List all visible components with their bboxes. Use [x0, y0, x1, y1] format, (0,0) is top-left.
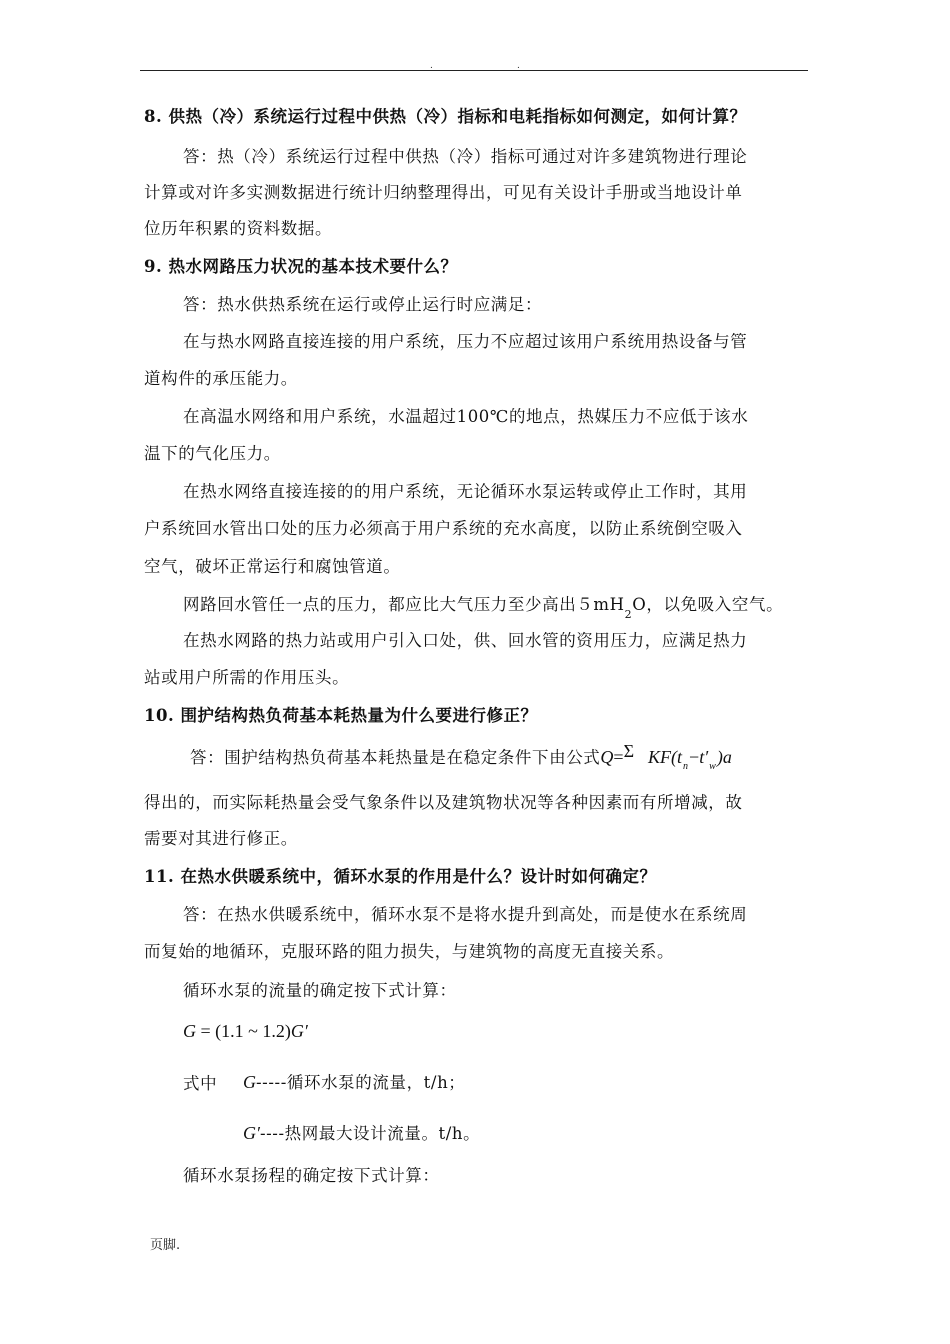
formula-tprime: t′ [699, 747, 709, 767]
q9-item5-line-1: 在热水网路的热力站或用户引入口处，供、回水管的资用压力，应满足热力 [183, 631, 748, 650]
q8-answer-line-1: 答：热（冷）系统运行过程中供热（冷）指标可通过对许多建筑物进行理论 [183, 147, 748, 166]
formula-sub-w: w [709, 761, 716, 772]
q11-flow-intro: 循环水泵的流量的确定按下式计算： [183, 981, 457, 1000]
q10-formula [600, 741, 732, 772]
q11-flow-formula [183, 1020, 308, 1043]
q9-item4-before: 网路回水管任一点的压力，都应比大气压力至少高出５mH [183, 595, 625, 614]
def2-text: ----热网最大设计流量。t/h。 [259, 1124, 481, 1143]
q11-def2 [243, 1122, 480, 1145]
def2-symbol: G′ [243, 1123, 260, 1143]
q11-def1 [243, 1071, 465, 1094]
q11-where-label: 式中 [183, 1074, 218, 1093]
flow-formula-eq: = [196, 1021, 216, 1041]
formula-sigma: Σ [623, 741, 635, 761]
formula-sub-n: n [683, 761, 689, 772]
q11-answer-line-2: 而复始的地循环，克服环路的阻力损失，与建筑物的高度无直接关系。 [144, 942, 675, 961]
question-8-title: 8. 供热（冷）系统运行过程中供热（冷）指标和电耗指标如何测定，如何计算？ [144, 107, 747, 126]
q9-answer-intro: 答：热水供热系统在运行或停止运行时应满足： [183, 295, 543, 314]
q11-head-intro: 循环水泵扬程的确定按下式计算： [183, 1166, 440, 1185]
formula-tail: )a [716, 747, 732, 767]
q9-item2-line-1: 在高温水网络和用户系统，水温超过100℃的地点，热媒压力不应低于该水 [183, 407, 749, 426]
formula-eq: = [613, 747, 624, 767]
q9-item4-subscript: 2 [624, 608, 633, 621]
q9-item4-line [183, 594, 784, 621]
q10-answer-line-1 [190, 741, 732, 772]
header-dot-right: . [517, 61, 520, 71]
flow-formula-coef: (1.1 ~ 1.2) [215, 1021, 291, 1041]
q9-item3-line-1: 在热水网络直接连接的的用户系统，无论循环水泵运转或停止工作时，其用 [183, 482, 748, 501]
q9-item1-line-1: 在与热水网路直接连接的用户系统，压力不应超过该用户系统用热设备与管 [183, 332, 748, 351]
q11-answer-line-1: 答：在热水供暖系统中，循环水泵不是将水提升到高处，而是使水在系统周 [183, 905, 748, 924]
formula-body: KF(t [648, 747, 683, 767]
q9-item4-after: O，以免吸入空气。 [632, 595, 784, 614]
formula-lhs: Q [600, 747, 614, 767]
flow-formula-lhs: G [183, 1021, 196, 1041]
q10-answer-line-3: 需要对其进行修正。 [144, 829, 298, 848]
q8-answer-line-3: 位历年积累的资料数据。 [144, 219, 333, 238]
q9-item2-line-2: 温下的气化压力。 [144, 444, 281, 463]
q9-item1-line-2: 道构件的承压能力。 [144, 369, 298, 388]
page-footer: 页脚. [150, 1238, 181, 1253]
def1-text: -----循环水泵的流量，t/h； [256, 1073, 466, 1092]
q9-item3-line-3: 空气，破坏正常运行和腐蚀管道。 [144, 557, 401, 576]
q10-answer-lead: 答：围护结构热负荷基本耗热量是在稳定条件下由公式 [190, 748, 601, 767]
formula-minus: − [689, 747, 700, 767]
question-9-title: 9. 热水网路压力状况的基本技术要什么？ [144, 257, 458, 276]
header-dot-left: . [430, 61, 433, 71]
header-rule [140, 70, 808, 71]
def1-symbol: G [243, 1072, 256, 1092]
q9-item3-line-2: 户系统回水管出口处的压力必须高于用户系统的充水高度，以防止系统倒空吸入 [144, 519, 743, 538]
q8-answer-line-2: 计算或对许多实测数据进行统计归纳整理得出，可见有关设计手册或当地设计单 [144, 183, 743, 202]
question-11-title: 11. 在热水供暖系统中，循环水泵的作用是什么？设计时如何确定？ [144, 867, 657, 886]
question-10-title: 10. 围护结构热负荷基本耗热量为什么要进行修正？ [144, 706, 538, 725]
flow-formula-rhs: G′ [290, 1021, 308, 1041]
q9-item5-line-2: 站或用户所需的作用压头。 [144, 668, 350, 687]
q10-answer-line-2: 得出的，而实际耗热量会受气象条件以及建筑物状况等各种因素而有所增减，故 [144, 793, 743, 812]
